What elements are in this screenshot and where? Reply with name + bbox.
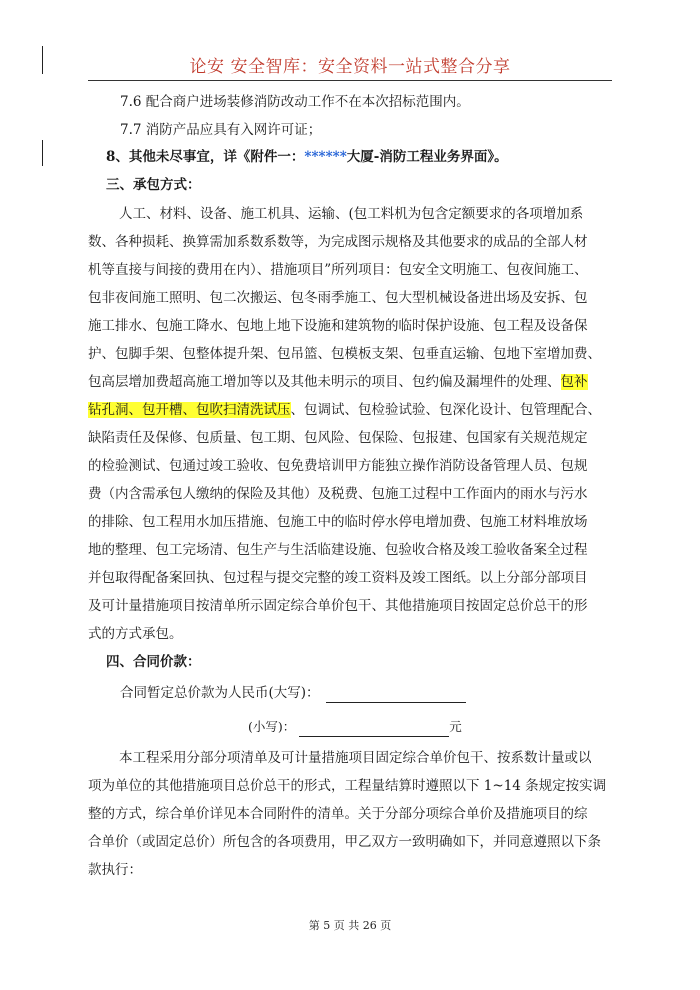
section-3-line-8 xyxy=(88,400,612,420)
section-3-line-14: 并包取得配备案回执、包过程与提交完整的竣工资料及竣工图纸。以上分部分部项目 xyxy=(88,570,588,586)
section-3-line-16: 式的方式承包。 xyxy=(88,626,183,642)
item-7-6: 7.6 配合商户进场装修消防改动工作不在本次招标范围内。 xyxy=(120,94,470,110)
section-4-line-2: 项为单位的其他措施项目总价总干的形式，工程量结算时遵照以下 1~14 条规定按实调 xyxy=(88,778,607,794)
section-3-line-8-text: 、包调试、包检验试验、包深化设计、包管理配合、 xyxy=(290,402,601,418)
section-3-line-13: 地的整理、包工完场清、包生产与生活临建设施、包验收合格及竣工验收备案全过程 xyxy=(88,542,588,558)
item-8-masked-name: ****** xyxy=(304,149,347,165)
contract-amount-words-blank xyxy=(326,686,466,703)
contract-amount-words-row xyxy=(120,683,466,703)
header-title: 论安 安全智库：安全资料一站式整合分享 xyxy=(189,57,511,77)
section-3-line-5: 施工排水、包施工降水、包地上地下设施和建筑物的临时保护设施、包工程及设备保 xyxy=(88,318,588,334)
section-4-line-5: 款执行： xyxy=(88,862,142,878)
section-4-line-4: 合单价（或固定总价）所包含的各项费用，甲乙双方一致明确如下，并同意遵照以下条 xyxy=(88,834,601,850)
page-number: 第 5 页 共 26 页 xyxy=(308,919,392,932)
section-3-line-2: 数、各种损耗、换算需加系数系数等，为完成图示规格及其他要求的成品的全部人材 xyxy=(88,234,588,250)
section-3-line-10: 的检验测试、包通过竣工验收、包免费培训甲方能独立操作消防设备管理人员、包规 xyxy=(88,458,588,474)
contract-amount-figures-row xyxy=(248,717,462,737)
contract-amount-figures-label: (小写)： xyxy=(248,719,296,734)
section-4-line-1: 本工程采用分部分项清单及可计量措施项目固定综合单价包干、按系数计量或以 xyxy=(119,750,592,766)
section-3-line-7 xyxy=(88,372,612,392)
section-3-line-3: 机等直接与间接的费用在内）、措施项目”所列项目：包安全文明施工、包夜间施工、 xyxy=(88,262,588,278)
contract-amount-unit: 元 xyxy=(449,719,462,734)
item-7-7: 7.7 消防产品应具有入网许可证； xyxy=(120,122,322,138)
highlight-text-2: 钻孔洞、包开槽、包吹扫清洗试压 xyxy=(88,402,291,418)
section-4-heading: 四、合同价款： xyxy=(106,654,201,670)
header-divider xyxy=(88,80,612,81)
section-3-line-11: 费（内含需承包人缴纳的保险及其他）及税费、包施工过程中工作面内的雨水与污水 xyxy=(88,486,588,502)
item-8 xyxy=(106,147,508,167)
section-3-line-4: 包非夜间施工照明、包二次搬运、包冬雨季施工、包大型机械设备进出场及安拆、包 xyxy=(88,290,588,306)
section-3-line-6: 护、包脚手架、包整体提升架、包吊篮、包模板支架、包垂直运输、包地下室增加费、 xyxy=(88,346,601,362)
section-3-line-12: 的排除、包工程用水加压措施、包施工中的临时停水停电增加费、包施工材料堆放场 xyxy=(88,514,588,530)
highlight-text-1: 包补 xyxy=(560,374,588,390)
section-3-line-9: 缺陷责任及保修、包质量、包工期、包风险、包保险、包报建、包国家有关规范规定 xyxy=(88,430,588,446)
contract-amount-figures-blank xyxy=(299,721,449,737)
section-3-heading: 三、承包方式： xyxy=(106,177,201,193)
section-4-line-3: 整的方式，综合单价详见本合同附件的清单。关于分部分项综合单价及措施项目的综 xyxy=(88,806,588,822)
section-3-line-15: 及可计量措施项目按清单所示固定综合单价包干、其他措施项目按固定总价总干的形 xyxy=(88,598,588,614)
contract-amount-words-label: 合同暂定总价款为人民币(大写)： xyxy=(120,685,320,701)
item-8-suffix: 大厦-消防工程业务界面》。 xyxy=(346,149,508,165)
revision-bar-middle xyxy=(42,140,43,166)
section-3-line-1: 人工、材料、设备、施工机具、运输、(包工料机为包含定额要求的各项增加系 xyxy=(119,206,584,222)
section-3-line-7-text: 包高层增加费超高施工增加等以及其他未明示的项目、包约偏及漏埋件的处理、 xyxy=(88,374,561,390)
item-8-prefix: 8、其他未尽事宜，详《附件一： xyxy=(106,149,305,165)
